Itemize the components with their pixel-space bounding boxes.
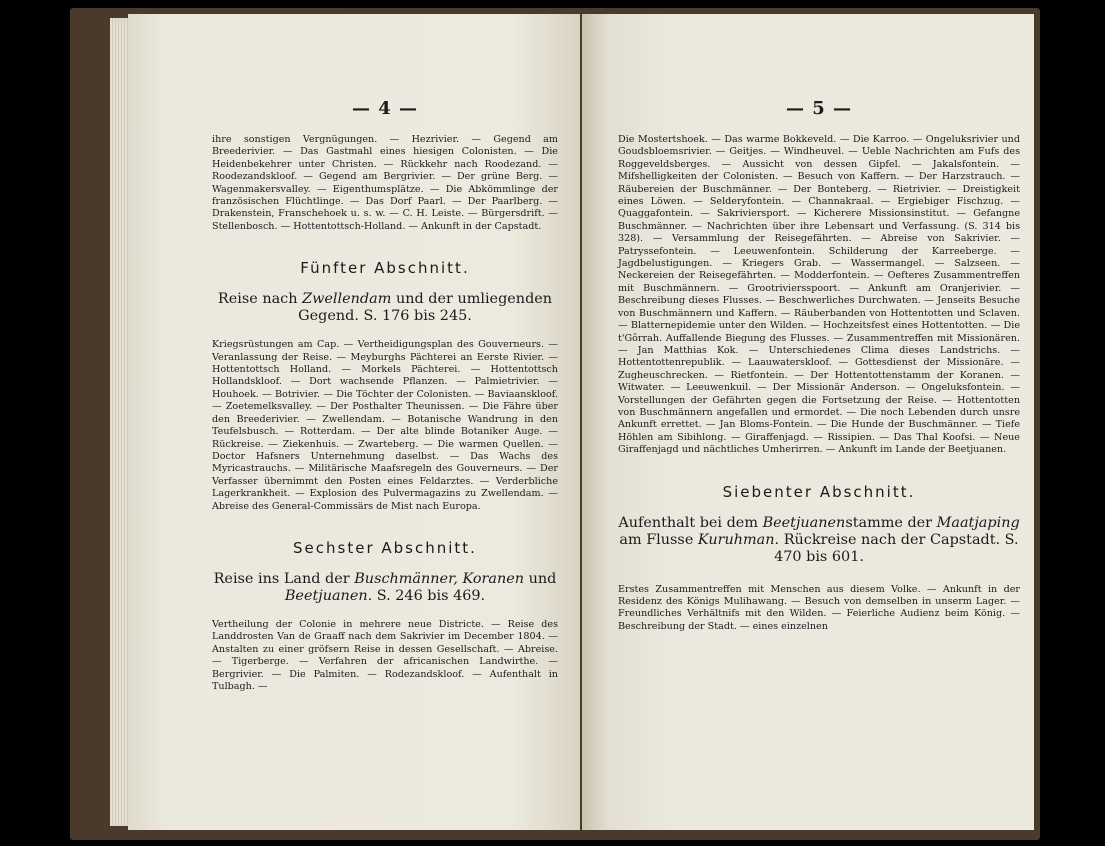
section-6-text: Vertheilung der Colonie in mehrere neue Districte. — Reise des Landdrosten Van de Graaff nach dem Sakrivier im December 1804. — Anstalten zu einer gröfsern Reise in dessen Gesellschaft. — Abreise. — Tigerberge. — Verfahren der africanischen Landwirthe. — Bergrivier. — Die Palmiten. — Rodezandskloof. — Aufenthalt in Tulbagh. — xyxy=(212,618,558,692)
book xyxy=(70,8,1040,840)
section-6-subtitle-lead: Reise ins Land der xyxy=(213,570,350,587)
section-5-subtitle-lead: Reise nach xyxy=(217,291,298,308)
section-7-subtitle-tribe2: Maatjaping xyxy=(936,514,1020,531)
right-intro-text: Die Mostertshoek. — Das warme Bokkeveld. — Die Karroo. — Ongeluksrivier und Goudsbloemsrivier. — Geitjes. — Windheuvel. — Ueble Nachrichten am Fufs des Roggeveldsberges. — Aussicht von dessen Gipfel. — Jakalsfontein. — Mifshelligkeiten der Colonisten. — Besuch von Kaffern. — Der Harzstrauch. — Räubereien der Buschmänner. — Der Bonteberg. — Rietrivier. — Dreistigkeit eines Löwen. — Selderyfontein. — Channakraal. — Ergiebiger Fischzug. — Quaggafontein. — Sakriviersport. — Kicherere Missionsinstitut. — Gefangne Buschmänner. — Nachrichten über ihre Lebensart und Verfassung. (S. 314 bis 328). — Versammlung der Reisegefährten. — Abreise von Sakrivier. — Patryssefontein. — Leeuwenfontein. Schilderung der Karreeberge. — Jagdbelustigungen. — Kriegers Grab. — Wassermangel. — Salzseen. — Neckereien der Reisegefährten. — Modderfontein. — Oefteres Zusammentreffen mit Buschmännern. — Grootriviersspoort. — Ankunft am Oranjerivier. — Beschreibung dieses Flusses. — Beschwerliches Durchwaten. — Jenseits Besuche von Buschmännern und Kaffern. — Räuberbanden von Hottentotten und Sclaven. — Blatternepidemie unter den Wilden. — Hochzeitsfest eines Hottentotten. — Die t'Gôrrah. Auffallende Biegung des Flusses. — Zusammentreffen mit Missionären. — Jan Matthias Kok. — Unterschiedenes Clima dieses Landstrichs. — Hottentottenrepublik. — Laauwaterskloof. — Gottesdienst der Missionäre. — Zugheuschrecken. — Rietfontein. — Der Hottentottenstamm der Koranen. — Witwater. — Leeuwenkuil. — Der Missionär Anderson. — Ongeluksfontein. — Vorstellungen der Gefährten gegen die Fortsetzung der Reise. — Hottentotten von Buschmännern angefallen und ermordet. — Die noch Lebenden durch unsre Ankunft errettet. — Jan Bloms-Fontein. — Die Hunde der Buschmänner. — Tiefe Höhlen am Sibihlong. — Giraffenjagd. — Rissipien. — Das Thal Koofsi. — Neue Giraffenjagd und nächtliches Umherirren. — Ankunft im Lande der Beetjuanen. xyxy=(618,134,1020,456)
section-7-title: Siebenter Abschnitt. xyxy=(722,482,916,501)
section-5-title: Fünfter Abschnitt. xyxy=(300,259,470,278)
left-intro-text: ihre sonstigen Vergnügungen. — Hezrivier. — Gegend am Breederivier. — Das Gastmahl eines hiesigen Colonisten. — Die Heidenbekehrer unter Christen. — Rückkehr nach Roodezand. — Roodezandskloof. — Gegend am Bergrivier. — Der grüne Berg. — Wagenmakersvalley. — Eigenthumsplätze. — Die Abkömmlinge der französischen Flüchtlinge. — Das Dorf Paarl. — Der Paarlberg. — Drakenstein, Franschehoek u. s. w. — C. H. Leiste. — Bürgersdrift. — Stellenbosch. — Hottentottsch-Holland. — Ankunft in der Capstadt. xyxy=(212,134,558,232)
section-6-subtitle-pages: S. 246 bis 469. xyxy=(376,587,486,604)
page-number-left: — 4 — xyxy=(351,98,419,119)
section-6-subtitle xyxy=(212,571,558,605)
section-7-subtitle-tribe: Beetjuanen xyxy=(762,514,846,531)
section-7-subtitle-river-lead: am Flusse xyxy=(619,531,694,548)
page-edges xyxy=(110,18,130,826)
section-7-text: Erstes Zusammentreffen mit Menschen aus diesem Volke. — Ankunft in der Residenz des Königs Mulihawang. — Besuch von demselben in unserm Lager. — Freundliches Verhältnifs mit den Wilden. — Feierliche Audienz beim König. — Beschreibung der Stadt. — eines einzelnen xyxy=(618,583,1020,632)
section-5-text: Kriegsrüstungen am Cap. — Vertheidigungsplan des Gouverneurs. — Veranlassung der Reise. — Meyburghs Pächterei an Eerste Rivier. — Hottentottsch Holland. — Morkels Pächterei. — Hottentottsch Hollandskloof. — Dort wachsende Pflanzen. — Palmietrivier. — Houhoek. — Botrivier. — Die Töchter der Colonisten. — Baviaanskloof. — Zoetemelksvalley. — Der Posthalter Theunissen. — Die Fähre über den Breederivier. — Zwellendam. — Botanische Wandrung in den Teufelsbusch. — Rotterdam. — Der alte blinde Botaniker Auge. — Rückreise. — Ziekenhuis. — Zwarteberg. — Die warmen Quellen. — Doctor Hafsners Unternehmung daselbst. — Das Wachs des Myricastrauchs. — Militärische Maafsregeln des Gouverneurs. — Der Verfasser übernimmt den Posten eines Feldarztes. — Verderbliche Lagerkrankheit. — Explosion des Pulvermagazins zu Zwellendam. — Abreise des General-Commissärs de Mist nach Europa. xyxy=(212,339,558,512)
section-7-subtitle xyxy=(618,515,1020,566)
section-5-subtitle-place: Zwellendam xyxy=(302,291,392,308)
section-5-subtitle xyxy=(212,291,558,325)
section-7-subtitle-rest: Rückreise nach der Capstadt. S. 470 bis 601. xyxy=(774,531,1019,565)
section-7-subtitle-lead: Aufenthalt bei dem xyxy=(618,514,758,531)
right-page xyxy=(582,14,1034,830)
section-6-subtitle-names: Buschmänner, Koranen xyxy=(354,570,525,587)
page-number-right: — 5 — xyxy=(785,98,853,119)
section-7-subtitle-river: Kuruhman. xyxy=(697,531,780,548)
section-5-subtitle-rest: und der umliegenden Gegend. S. 176 bis 245. xyxy=(298,291,553,325)
section-7-subtitle-mid: stamme der xyxy=(845,514,933,531)
section-6-title: Sechster Abschnitt. xyxy=(293,538,477,557)
section-6-subtitle-and: und xyxy=(528,570,557,587)
left-page xyxy=(128,14,580,830)
section-6-subtitle-name2: Beetjuanen. xyxy=(284,587,373,604)
